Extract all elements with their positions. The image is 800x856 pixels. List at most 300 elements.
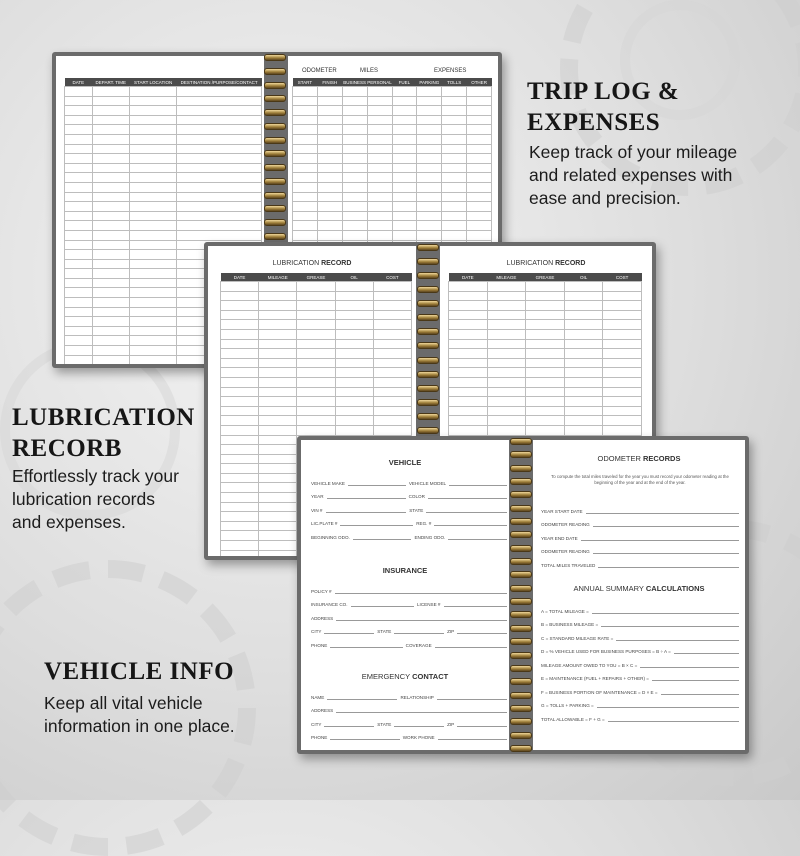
table-cell[interactable] bbox=[442, 96, 467, 106]
table-cell[interactable] bbox=[297, 425, 335, 435]
table-cell[interactable] bbox=[564, 416, 603, 426]
table-cell[interactable] bbox=[130, 163, 177, 173]
table-cell[interactable] bbox=[259, 473, 297, 483]
table-cell[interactable] bbox=[449, 329, 488, 339]
table-cell[interactable] bbox=[449, 397, 488, 407]
table-cell[interactable] bbox=[417, 173, 442, 183]
table-cell[interactable] bbox=[487, 406, 526, 416]
table-cell[interactable] bbox=[293, 211, 318, 221]
table-cell[interactable] bbox=[65, 317, 93, 327]
write-in-line[interactable] bbox=[426, 506, 507, 513]
table-cell[interactable] bbox=[467, 211, 492, 221]
table-cell[interactable] bbox=[526, 387, 565, 397]
write-in-line[interactable] bbox=[444, 600, 508, 607]
table-cell[interactable] bbox=[392, 96, 417, 106]
table-cell[interactable] bbox=[65, 106, 93, 116]
table-cell[interactable] bbox=[603, 329, 642, 339]
table-cell[interactable] bbox=[177, 211, 262, 221]
table-cell[interactable] bbox=[221, 368, 259, 378]
table-cell[interactable] bbox=[526, 397, 565, 407]
table-cell[interactable] bbox=[449, 416, 488, 426]
write-in-line[interactable] bbox=[326, 506, 407, 513]
table-cell[interactable] bbox=[449, 310, 488, 320]
table-cell[interactable] bbox=[221, 291, 259, 301]
table-cell[interactable] bbox=[65, 182, 93, 192]
table-cell[interactable] bbox=[449, 358, 488, 368]
table-cell[interactable] bbox=[293, 192, 318, 202]
table-cell[interactable] bbox=[297, 416, 335, 426]
table-cell[interactable] bbox=[259, 282, 297, 292]
table-cell[interactable] bbox=[442, 211, 467, 221]
table-cell[interactable] bbox=[603, 406, 642, 416]
table-cell[interactable] bbox=[449, 406, 488, 416]
table-cell[interactable] bbox=[392, 125, 417, 135]
table-cell[interactable] bbox=[130, 317, 177, 327]
table-cell[interactable] bbox=[317, 163, 342, 173]
table-cell[interactable] bbox=[130, 278, 177, 288]
table-cell[interactable] bbox=[367, 106, 392, 116]
table-cell[interactable] bbox=[373, 425, 411, 435]
table-cell[interactable] bbox=[293, 134, 318, 144]
table-cell[interactable] bbox=[373, 301, 411, 311]
table-cell[interactable] bbox=[342, 106, 367, 116]
table-cell[interactable] bbox=[467, 163, 492, 173]
table-cell[interactable] bbox=[564, 397, 603, 407]
table-cell[interactable] bbox=[65, 115, 93, 125]
table-cell[interactable] bbox=[92, 221, 129, 231]
write-in-line[interactable] bbox=[449, 479, 507, 486]
table-cell[interactable] bbox=[221, 473, 259, 483]
table-cell[interactable] bbox=[367, 115, 392, 125]
table-cell[interactable] bbox=[417, 182, 442, 192]
table-cell[interactable] bbox=[221, 531, 259, 541]
table-cell[interactable] bbox=[297, 387, 335, 397]
table-cell[interactable] bbox=[177, 192, 262, 202]
table-cell[interactable] bbox=[317, 230, 342, 240]
table-cell[interactable] bbox=[177, 106, 262, 116]
table-cell[interactable] bbox=[92, 346, 129, 356]
table-cell[interactable] bbox=[221, 502, 259, 512]
write-in-line[interactable] bbox=[581, 534, 739, 541]
table-cell[interactable] bbox=[467, 230, 492, 240]
table-cell[interactable] bbox=[130, 134, 177, 144]
table-cell[interactable] bbox=[487, 349, 526, 359]
table-cell[interactable] bbox=[65, 298, 93, 308]
table-cell[interactable] bbox=[259, 339, 297, 349]
table-cell[interactable] bbox=[297, 349, 335, 359]
table-cell[interactable] bbox=[259, 329, 297, 339]
table-cell[interactable] bbox=[392, 192, 417, 202]
table-cell[interactable] bbox=[342, 202, 367, 212]
table-cell[interactable] bbox=[92, 173, 129, 183]
table-cell[interactable] bbox=[92, 240, 129, 250]
write-in-line[interactable] bbox=[340, 519, 413, 526]
write-in-line[interactable] bbox=[652, 674, 739, 681]
table-cell[interactable] bbox=[259, 310, 297, 320]
table-cell[interactable] bbox=[342, 144, 367, 154]
table-cell[interactable] bbox=[259, 291, 297, 301]
table-cell[interactable] bbox=[467, 96, 492, 106]
table-cell[interactable] bbox=[367, 230, 392, 240]
table-cell[interactable] bbox=[317, 182, 342, 192]
write-in-line[interactable] bbox=[586, 507, 739, 514]
table-cell[interactable] bbox=[417, 192, 442, 202]
table-cell[interactable] bbox=[417, 144, 442, 154]
table-cell[interactable] bbox=[564, 358, 603, 368]
table-cell[interactable] bbox=[259, 512, 297, 522]
table-cell[interactable] bbox=[297, 282, 335, 292]
table-cell[interactable] bbox=[603, 368, 642, 378]
table-cell[interactable] bbox=[603, 387, 642, 397]
table-cell[interactable] bbox=[65, 336, 93, 346]
table-cell[interactable] bbox=[335, 320, 373, 330]
table-cell[interactable] bbox=[564, 368, 603, 378]
table-cell[interactable] bbox=[449, 425, 488, 435]
table-cell[interactable] bbox=[487, 320, 526, 330]
table-cell[interactable] bbox=[526, 358, 565, 368]
table-cell[interactable] bbox=[259, 397, 297, 407]
table-cell[interactable] bbox=[487, 339, 526, 349]
table-cell[interactable] bbox=[259, 483, 297, 493]
table-cell[interactable] bbox=[335, 397, 373, 407]
table-cell[interactable] bbox=[442, 134, 467, 144]
table-cell[interactable] bbox=[526, 425, 565, 435]
table-cell[interactable] bbox=[603, 339, 642, 349]
table-cell[interactable] bbox=[259, 416, 297, 426]
table-cell[interactable] bbox=[221, 310, 259, 320]
table-cell[interactable] bbox=[65, 134, 93, 144]
table-cell[interactable] bbox=[92, 259, 129, 269]
table-cell[interactable] bbox=[467, 144, 492, 154]
table-cell[interactable] bbox=[467, 106, 492, 116]
table-cell[interactable] bbox=[417, 115, 442, 125]
table-cell[interactable] bbox=[335, 301, 373, 311]
write-in-line[interactable] bbox=[348, 479, 406, 486]
table-cell[interactable] bbox=[92, 278, 129, 288]
write-in-line[interactable] bbox=[616, 634, 739, 641]
table-cell[interactable] bbox=[130, 346, 177, 356]
table-cell[interactable] bbox=[317, 173, 342, 183]
table-cell[interactable] bbox=[442, 221, 467, 231]
table-cell[interactable] bbox=[526, 320, 565, 330]
table-cell[interactable] bbox=[564, 339, 603, 349]
table-cell[interactable] bbox=[467, 202, 492, 212]
table-cell[interactable] bbox=[130, 288, 177, 298]
table-cell[interactable] bbox=[603, 377, 642, 387]
table-cell[interactable] bbox=[392, 211, 417, 221]
table-cell[interactable] bbox=[467, 173, 492, 183]
table-cell[interactable] bbox=[92, 163, 129, 173]
table-cell[interactable] bbox=[526, 339, 565, 349]
table-cell[interactable] bbox=[603, 397, 642, 407]
write-in-line[interactable] bbox=[324, 720, 374, 727]
table-cell[interactable] bbox=[259, 387, 297, 397]
table-cell[interactable] bbox=[130, 115, 177, 125]
table-cell[interactable] bbox=[259, 445, 297, 455]
table-cell[interactable] bbox=[564, 320, 603, 330]
write-in-line[interactable] bbox=[598, 561, 739, 568]
table-cell[interactable] bbox=[373, 339, 411, 349]
table-cell[interactable] bbox=[335, 291, 373, 301]
table-cell[interactable] bbox=[130, 230, 177, 240]
table-cell[interactable] bbox=[603, 425, 642, 435]
table-cell[interactable] bbox=[130, 259, 177, 269]
write-in-line[interactable] bbox=[353, 533, 412, 540]
write-in-line[interactable] bbox=[336, 706, 507, 713]
table-cell[interactable] bbox=[297, 339, 335, 349]
table-cell[interactable] bbox=[92, 250, 129, 260]
table-cell[interactable] bbox=[317, 115, 342, 125]
table-cell[interactable] bbox=[342, 115, 367, 125]
table-cell[interactable] bbox=[65, 230, 93, 240]
table-cell[interactable] bbox=[367, 96, 392, 106]
table-cell[interactable] bbox=[130, 355, 177, 364]
table-cell[interactable] bbox=[221, 320, 259, 330]
table-cell[interactable] bbox=[293, 125, 318, 135]
table-cell[interactable] bbox=[467, 125, 492, 135]
table-cell[interactable] bbox=[177, 173, 262, 183]
table-cell[interactable] bbox=[392, 221, 417, 231]
table-cell[interactable] bbox=[65, 87, 93, 97]
table-cell[interactable] bbox=[342, 182, 367, 192]
table-cell[interactable] bbox=[442, 230, 467, 240]
table-cell[interactable] bbox=[467, 221, 492, 231]
table-cell[interactable] bbox=[392, 115, 417, 125]
table-cell[interactable] bbox=[373, 387, 411, 397]
table-cell[interactable] bbox=[335, 282, 373, 292]
table-cell[interactable] bbox=[92, 326, 129, 336]
table-cell[interactable] bbox=[367, 182, 392, 192]
table-cell[interactable] bbox=[335, 377, 373, 387]
table-cell[interactable] bbox=[259, 493, 297, 503]
table-cell[interactable] bbox=[65, 259, 93, 269]
table-cell[interactable] bbox=[130, 182, 177, 192]
table-cell[interactable] bbox=[221, 550, 259, 556]
table-cell[interactable] bbox=[65, 202, 93, 212]
table-cell[interactable] bbox=[65, 125, 93, 135]
table-cell[interactable] bbox=[449, 282, 488, 292]
table-cell[interactable] bbox=[130, 106, 177, 116]
table-cell[interactable] bbox=[442, 115, 467, 125]
table-cell[interactable] bbox=[259, 550, 297, 556]
table-cell[interactable] bbox=[467, 154, 492, 164]
table-cell[interactable] bbox=[603, 310, 642, 320]
table-cell[interactable] bbox=[467, 192, 492, 202]
table-cell[interactable] bbox=[603, 349, 642, 359]
table-cell[interactable] bbox=[130, 250, 177, 260]
table-cell[interactable] bbox=[130, 125, 177, 135]
write-in-line[interactable] bbox=[457, 627, 507, 634]
table-cell[interactable] bbox=[442, 144, 467, 154]
table-cell[interactable] bbox=[221, 301, 259, 311]
table-cell[interactable] bbox=[65, 355, 93, 364]
table-cell[interactable] bbox=[442, 125, 467, 135]
table-cell[interactable] bbox=[373, 310, 411, 320]
table-cell[interactable] bbox=[297, 301, 335, 311]
table-cell[interactable] bbox=[367, 87, 392, 97]
table-cell[interactable] bbox=[342, 221, 367, 231]
table-cell[interactable] bbox=[92, 230, 129, 240]
table-cell[interactable] bbox=[417, 87, 442, 97]
table-cell[interactable] bbox=[367, 154, 392, 164]
table-cell[interactable] bbox=[417, 125, 442, 135]
table-cell[interactable] bbox=[467, 115, 492, 125]
table-cell[interactable] bbox=[367, 211, 392, 221]
table-cell[interactable] bbox=[342, 192, 367, 202]
table-cell[interactable] bbox=[259, 320, 297, 330]
table-cell[interactable] bbox=[487, 329, 526, 339]
table-cell[interactable] bbox=[487, 377, 526, 387]
table-cell[interactable] bbox=[177, 96, 262, 106]
table-cell[interactable] bbox=[342, 211, 367, 221]
table-cell[interactable] bbox=[65, 240, 93, 250]
table-cell[interactable] bbox=[130, 221, 177, 231]
table-cell[interactable] bbox=[442, 163, 467, 173]
table-cell[interactable] bbox=[221, 397, 259, 407]
table-cell[interactable] bbox=[92, 202, 129, 212]
table-cell[interactable] bbox=[342, 96, 367, 106]
table-cell[interactable] bbox=[317, 96, 342, 106]
table-cell[interactable] bbox=[449, 368, 488, 378]
table-cell[interactable] bbox=[564, 425, 603, 435]
table-cell[interactable] bbox=[221, 282, 259, 292]
table-cell[interactable] bbox=[259, 301, 297, 311]
table-cell[interactable] bbox=[417, 221, 442, 231]
table-cell[interactable] bbox=[373, 397, 411, 407]
table-cell[interactable] bbox=[367, 134, 392, 144]
table-cell[interactable] bbox=[367, 144, 392, 154]
table-cell[interactable] bbox=[449, 349, 488, 359]
table-cell[interactable] bbox=[92, 96, 129, 106]
table-cell[interactable] bbox=[221, 464, 259, 474]
table-cell[interactable] bbox=[92, 317, 129, 327]
table-cell[interactable] bbox=[293, 163, 318, 173]
table-cell[interactable] bbox=[177, 144, 262, 154]
table-cell[interactable] bbox=[526, 291, 565, 301]
table-cell[interactable] bbox=[221, 425, 259, 435]
table-cell[interactable] bbox=[487, 416, 526, 426]
table-cell[interactable] bbox=[526, 329, 565, 339]
table-cell[interactable] bbox=[177, 221, 262, 231]
table-cell[interactable] bbox=[177, 87, 262, 97]
table-cell[interactable] bbox=[293, 221, 318, 231]
table-cell[interactable] bbox=[177, 163, 262, 173]
table-cell[interactable] bbox=[317, 125, 342, 135]
table-cell[interactable] bbox=[177, 154, 262, 164]
table-cell[interactable] bbox=[367, 173, 392, 183]
table-cell[interactable] bbox=[564, 291, 603, 301]
table-cell[interactable] bbox=[342, 163, 367, 173]
table-cell[interactable] bbox=[130, 269, 177, 279]
table-cell[interactable] bbox=[92, 115, 129, 125]
table-cell[interactable] bbox=[130, 211, 177, 221]
table-cell[interactable] bbox=[293, 115, 318, 125]
table-cell[interactable] bbox=[392, 87, 417, 97]
table-cell[interactable] bbox=[526, 406, 565, 416]
table-cell[interactable] bbox=[487, 310, 526, 320]
write-in-line[interactable] bbox=[327, 693, 397, 700]
table-cell[interactable] bbox=[367, 221, 392, 231]
table-cell[interactable] bbox=[65, 288, 93, 298]
table-cell[interactable] bbox=[177, 202, 262, 212]
table-cell[interactable] bbox=[467, 134, 492, 144]
table-cell[interactable] bbox=[65, 154, 93, 164]
write-in-line[interactable] bbox=[351, 600, 415, 607]
table-cell[interactable] bbox=[342, 134, 367, 144]
table-cell[interactable] bbox=[293, 202, 318, 212]
table-cell[interactable] bbox=[417, 134, 442, 144]
table-cell[interactable] bbox=[130, 307, 177, 317]
table-cell[interactable] bbox=[317, 144, 342, 154]
table-cell[interactable] bbox=[335, 387, 373, 397]
write-in-line[interactable] bbox=[608, 715, 739, 722]
table-cell[interactable] bbox=[65, 278, 93, 288]
table-cell[interactable] bbox=[392, 173, 417, 183]
table-cell[interactable] bbox=[130, 173, 177, 183]
write-in-line[interactable] bbox=[394, 627, 444, 634]
table-cell[interactable] bbox=[65, 326, 93, 336]
table-cell[interactable] bbox=[449, 291, 488, 301]
table-cell[interactable] bbox=[487, 397, 526, 407]
table-cell[interactable] bbox=[335, 358, 373, 368]
table-cell[interactable] bbox=[92, 87, 129, 97]
table-cell[interactable] bbox=[92, 355, 129, 364]
table-cell[interactable] bbox=[449, 320, 488, 330]
table-cell[interactable] bbox=[177, 182, 262, 192]
write-in-line[interactable] bbox=[661, 688, 739, 695]
table-cell[interactable] bbox=[342, 87, 367, 97]
table-cell[interactable] bbox=[564, 310, 603, 320]
table-cell[interactable] bbox=[92, 307, 129, 317]
table-cell[interactable] bbox=[92, 125, 129, 135]
table-cell[interactable] bbox=[259, 531, 297, 541]
table-cell[interactable] bbox=[335, 406, 373, 416]
table-cell[interactable] bbox=[487, 387, 526, 397]
table-cell[interactable] bbox=[65, 250, 93, 260]
table-cell[interactable] bbox=[177, 125, 262, 135]
table-cell[interactable] bbox=[442, 87, 467, 97]
table-cell[interactable] bbox=[92, 134, 129, 144]
table-cell[interactable] bbox=[65, 307, 93, 317]
table-cell[interactable] bbox=[526, 368, 565, 378]
table-cell[interactable] bbox=[259, 502, 297, 512]
table-cell[interactable] bbox=[177, 230, 262, 240]
table-cell[interactable] bbox=[392, 134, 417, 144]
table-cell[interactable] bbox=[564, 301, 603, 311]
write-in-line[interactable] bbox=[327, 492, 406, 499]
table-cell[interactable] bbox=[221, 521, 259, 531]
table-cell[interactable] bbox=[526, 282, 565, 292]
table-cell[interactable] bbox=[317, 202, 342, 212]
table-cell[interactable] bbox=[259, 406, 297, 416]
table-cell[interactable] bbox=[487, 368, 526, 378]
table-cell[interactable] bbox=[564, 377, 603, 387]
table-cell[interactable] bbox=[92, 336, 129, 346]
table-cell[interactable] bbox=[259, 358, 297, 368]
table-cell[interactable] bbox=[373, 377, 411, 387]
table-cell[interactable] bbox=[335, 339, 373, 349]
table-cell[interactable] bbox=[487, 282, 526, 292]
table-cell[interactable] bbox=[373, 416, 411, 426]
table-cell[interactable] bbox=[130, 192, 177, 202]
table-cell[interactable] bbox=[526, 310, 565, 320]
table-cell[interactable] bbox=[317, 106, 342, 116]
table-cell[interactable] bbox=[417, 211, 442, 221]
table-cell[interactable] bbox=[564, 406, 603, 416]
table-cell[interactable] bbox=[442, 202, 467, 212]
table-cell[interactable] bbox=[417, 106, 442, 116]
write-in-line[interactable] bbox=[640, 661, 739, 668]
